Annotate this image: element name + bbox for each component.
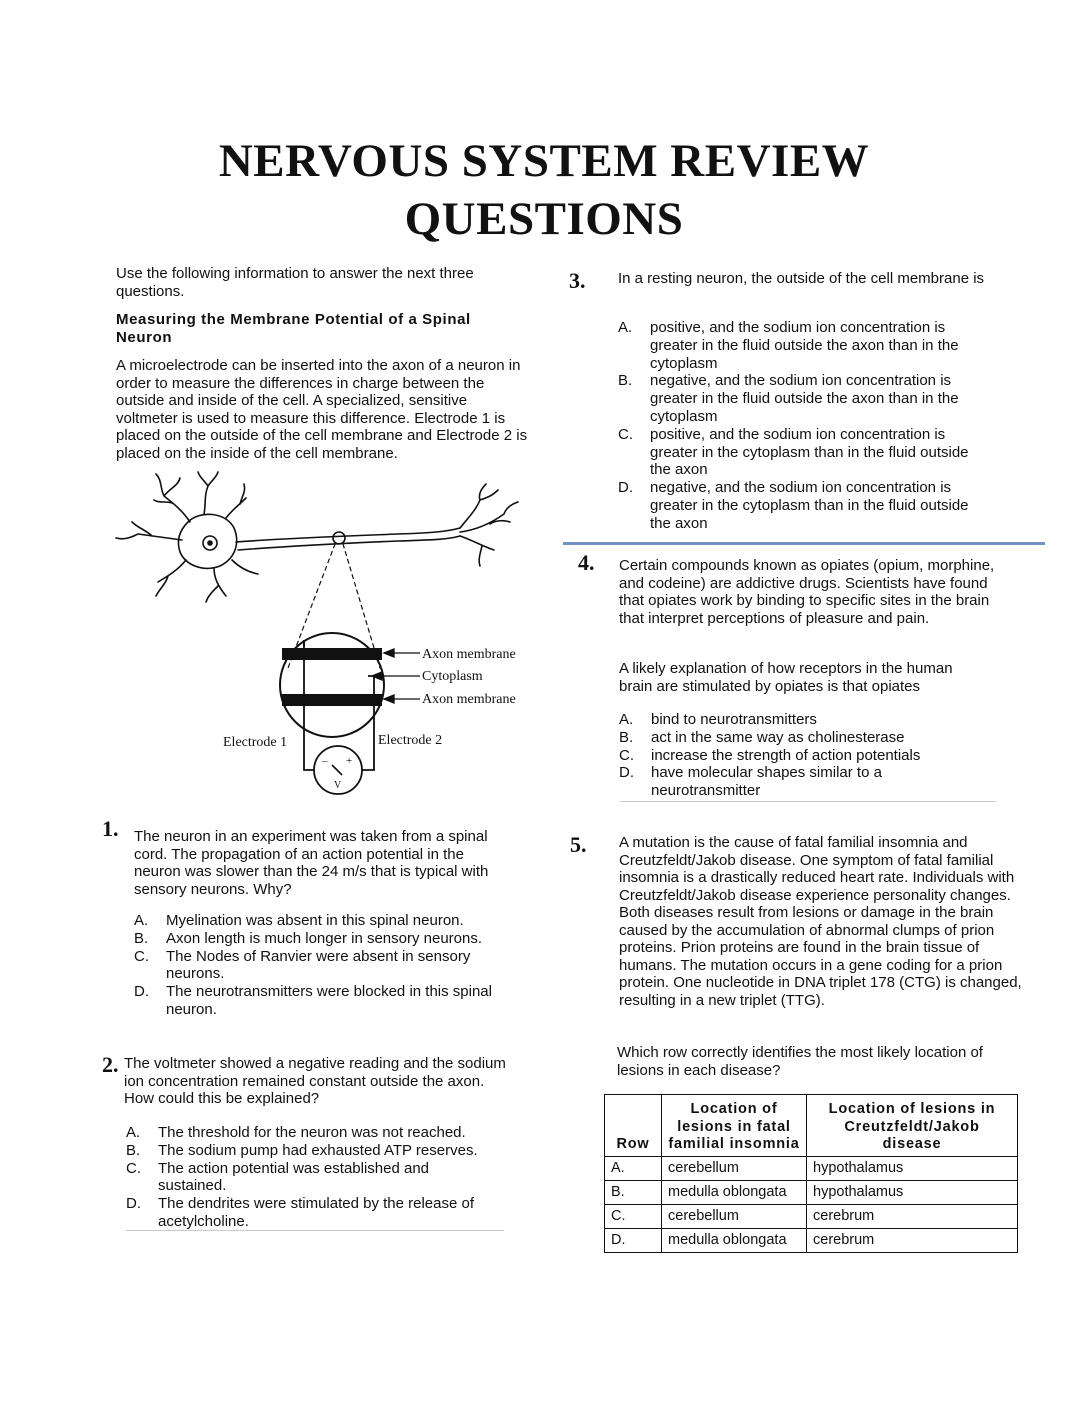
divider [126,1230,504,1231]
question-4-option-a[interactable]: A. bind to neurotransmitters [619,711,817,728]
question-3-option-c[interactable]: C. positive, and the sodium ion concentration is greater in the cytoplasm than in the fluid outside the axon [618,425,969,479]
table-header-row [605,1095,1018,1157]
question-2-option-a[interactable]: A. The threshold for the neuron was not reached. [126,1124,466,1141]
label-axon-membrane-top: Axon membrane [422,647,516,662]
table-header-row-col: Row [605,1095,662,1157]
table-cell-insomnia: medulla oblongata [662,1228,807,1252]
meter-v: V [334,780,342,791]
question-4-stem: Certain compounds known as opiates (opium, morphine, and codeine) are addictive drugs. Scientists have found that opiates work by binding to specific sites in the brain that interpret perceptions of pleasure and pain. [619,557,995,627]
table-row[interactable] [605,1228,1018,1252]
table-header-cjd: Location of lesions in Creutzfeldt/Jakob disease [807,1095,1018,1157]
intro-heading: Measuring the Membrane Potential of a Spinal Neuron [116,311,471,346]
table-cell-cjd: cerebrum [807,1228,1018,1252]
page-title-line-1: NERVOUS SYSTEM REVIEW [218,135,870,187]
question-3-option-a[interactable]: A. positive, and the sodium ion concentration is greater in the fluid outside the axon than in the cytoplasm [618,319,959,372]
voltmeter-icon [314,746,362,794]
table-cell-row: A. [605,1156,662,1180]
divider [620,801,996,802]
question-1-stem: The neuron in an experiment was taken from a spinal cord. The propagation of an action potential in the neuron was slower than the 24 m/s that is typical with sensory neurons. Why? [134,828,489,898]
page-title-line-2: QUESTIONS [404,193,684,245]
table-cell-cjd: hypothalamus [807,1180,1018,1204]
table-cell-insomnia: cerebellum [662,1156,807,1180]
question-4-options [619,711,989,800]
table-row[interactable] [605,1180,1018,1204]
table-row[interactable] [605,1156,1018,1180]
question-3-option-d[interactable]: D. negative, and the sodium ion concentration is greater in the cytoplasm than in the fluid outside the axon [618,479,969,532]
table-cell-insomnia: medulla oblongata [662,1180,807,1204]
intro-lead: Use the following information to answer the next three questions. [116,265,474,300]
question-5-number: 5. [570,832,587,857]
question-1-options [134,912,514,1019]
question-4-option-c[interactable]: C. increase the strength of action potentials [619,746,921,764]
question-3-number: 3. [569,268,586,293]
table-row[interactable] [605,1204,1018,1228]
intro-body: A microelectrode can be inserted into the axon of a neuron in order to measure the differences in charge between the outside and inside of the cell. A specialized, sensitive voltmeter is used to measure this difference. Electrode 1 is placed on the outside of the cell membrane and Electrode 2 is placed on the inside of the cell membrane. [116,357,528,462]
question-1-number: 1. [102,816,119,841]
table-cell-row: B. [605,1180,662,1204]
question-4-stem-2: A likely explanation of how receptors in the human brain are stimulated by opiates is that opiates [619,660,953,695]
page-title [0,132,1088,248]
question-4-option-b[interactable]: B. act in the same way as cholinesterase [619,728,905,746]
question-3-stem: In a resting neuron, the outside of the cell membrane is [618,270,985,287]
question-4-option-d[interactable]: D. have molecular shapes similar to a neurotransmitter [619,764,882,800]
question-2-option-c[interactable]: C. The action potential was established and sustained. [126,1159,430,1195]
question-5-stem-2: Which row correctly identifies the most likely location of lesions in each disease? [617,1044,983,1079]
axon-membrane-top [282,648,382,660]
question-1-option-d[interactable]: D. The neurotransmitters were blocked in this spinal neuron. [134,983,492,1018]
table-cell-row: D. [605,1228,662,1252]
table-cell-insomnia: cerebellum [662,1204,807,1228]
section-divider [563,542,1045,545]
question-2-stem: The voltmeter showed a negative reading and the sodium ion concentration remained constant outside the axon. How could this be explained? [124,1055,506,1107]
question-1-option-a[interactable]: A. Myelination was absent in this spinal neuron. [134,912,464,929]
question-2-option-d[interactable]: D. The dendrites were stimulated by the release of acetylcholine. [126,1195,475,1230]
question-5-stem: A mutation is the cause of fatal familial insomnia and Creutzfeldt/Jakob disease. One symptom of fatal familial insomnia is a drastically reduced heart rate. Individuals with Creutzfeldt/Jakob disease experience personality changes. Both diseases result from lesions or damage in the brain caused by the accumulation of abnormal clumps of prion proteins. Prion proteins are found in the brain tissue of humans. The mutation occurs in a gene coding for a prion protein. One nucleotide in DNA triplet 178 (CTG) is changed, resulting in a new triplet (TTG). [619,834,1022,1009]
meter-plus: + [346,755,353,767]
table-cell-cjd: hypothalamus [807,1156,1018,1180]
question-3-options [618,319,988,533]
table-header-insomnia: Location of lesions in fatal familial insomnia [662,1095,807,1157]
question-1-option-b[interactable]: B. Axon length is much longer in sensory neurons. [134,929,483,947]
lesion-location-table [604,1094,1018,1253]
axon-membrane-bottom [282,694,382,706]
question-2-option-b[interactable]: B. The sodium pump had exhausted ATP reserves. [126,1141,478,1159]
neuron-diagram [108,470,538,810]
label-electrode-2: Electrode 2 [378,733,443,748]
table-cell-row: C. [605,1204,662,1228]
question-2-options [126,1124,511,1231]
question-1-option-c[interactable]: C. The Nodes of Ranvier were absent in sensory neurons. [134,947,471,983]
table-cell-cjd: cerebrum [807,1204,1018,1228]
question-2-number: 2. [102,1052,119,1077]
label-axon-membrane-bottom: Axon membrane [422,692,516,707]
question-3-option-b[interactable]: B. negative, and the sodium ion concentration is greater in the fluid outside the axon than in the cytoplasm [618,372,959,425]
question-4-number: 4. [578,550,595,575]
label-cytoplasm: Cytoplasm [422,669,483,684]
label-electrode-1: Electrode 1 [223,735,288,750]
meter-minus: – [322,755,328,767]
